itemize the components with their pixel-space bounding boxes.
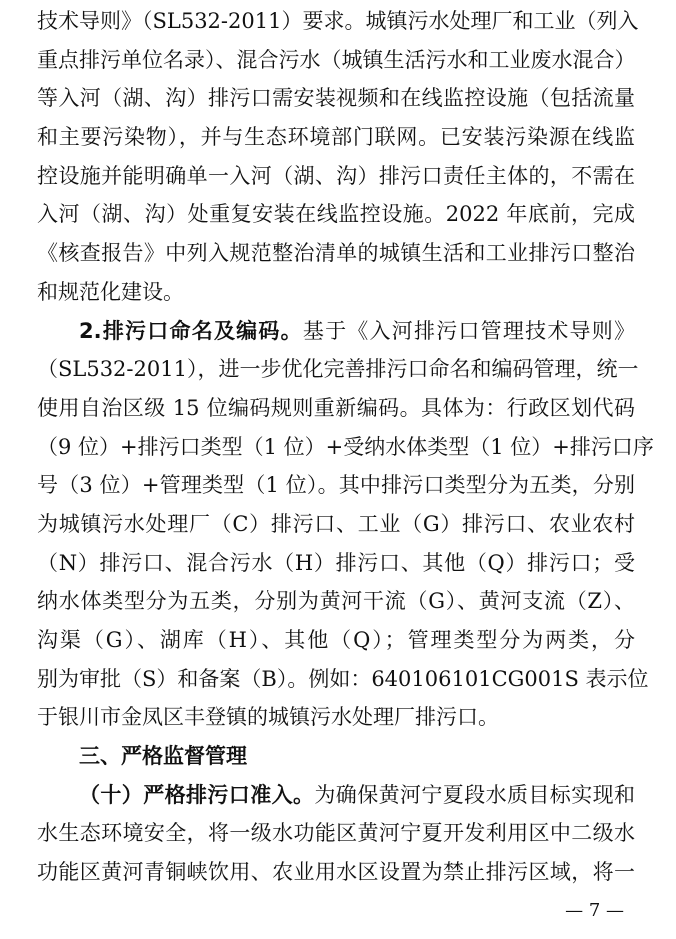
text-line: 控设施并能明确单一入河（湖、沟）排污口责任主体的，不需在 xyxy=(37,163,635,188)
text-line: 号（3 位）+管理类型（1 位）。其中排污口类型分为五类，分别 xyxy=(37,473,635,498)
text-line: 和主要污染物），并与生态环境部门联网。已安装污染源在线监 xyxy=(37,125,635,150)
text-line: 入河（湖、沟）处重复安装在线监控设施。2022 年底前，完成 xyxy=(37,202,635,227)
text-line: 水生态环境安全，将一级水功能区黄河宁夏开发利用区中二级水 xyxy=(37,821,635,846)
text-line: 等入河（湖、沟）排污口需安装视频和在线监控设施（包括流量 xyxy=(37,86,635,111)
text-line: 沟渠（G）、湖库（H）、其他（Q）；管理类型分为两类，分 xyxy=(37,628,635,652)
subheading-outfall-access: （十）严格排污口准入。 xyxy=(79,782,315,807)
text-line-rest: 基于《入河排污口管理技术导则》 xyxy=(302,318,635,343)
text-line-rest: 为确保黄河宁夏段水质目标实现和 xyxy=(314,782,636,807)
paragraph-outfall-access xyxy=(37,776,635,892)
text-line: （SL532-2011），进一步优化完善排污口命名和编码管理，统一 xyxy=(37,357,639,382)
section-heading: 三、严格监督管理 xyxy=(79,744,247,769)
paragraph-naming-coding xyxy=(37,312,654,738)
text-line: （N）排污口、混合污水（H）排污口、其他（Q）排污口；受 xyxy=(37,550,635,575)
document-page xyxy=(37,0,654,892)
text-line: 于银川市金凤区丰登镇的城镇污水处理厂排污口。 xyxy=(37,705,499,730)
text-line xyxy=(37,312,635,351)
text-line: 纳水体类型分为五类，分别为黄河干流（G）、黄河支流（Z）、 xyxy=(37,589,635,614)
text-line xyxy=(37,776,635,815)
text-line: 重点排污单位名录）、混合污水（城镇生活污水和工业废水混合） xyxy=(37,47,636,72)
text-line: 别为审批（S）和备案（B）。例如：640106101CG001S 表示位 xyxy=(37,666,649,691)
paragraph-continuation xyxy=(37,2,639,312)
text-line: 使用自治区级 15 位编码规则重新编码。具体为：行政区划代码 xyxy=(37,395,635,420)
text-line: 技术导则》（SL532-2011）要求。城镇污水处理厂和工业（列入 xyxy=(37,9,639,33)
text-line: 功能区黄河青铜峡饮用、农业用水区设置为禁止排污区域，将一 xyxy=(37,860,635,885)
page-number: — 7 — xyxy=(565,900,624,921)
subheading-naming-coding: 2.排污口命名及编码。 xyxy=(79,318,303,343)
text-line: 为城镇污水处理厂（C）排污口、工业（G）排污口、农业农村 xyxy=(37,511,635,536)
text-line: （9 位）+排污口类型（1 位）+受纳水体类型（1 位）+排污口序 xyxy=(37,434,654,459)
text-line: 和规范化建设。 xyxy=(37,279,184,304)
text-line: 《核查报告》中列入规范整治清单的城镇生活和工业排污口整治 xyxy=(37,241,635,266)
